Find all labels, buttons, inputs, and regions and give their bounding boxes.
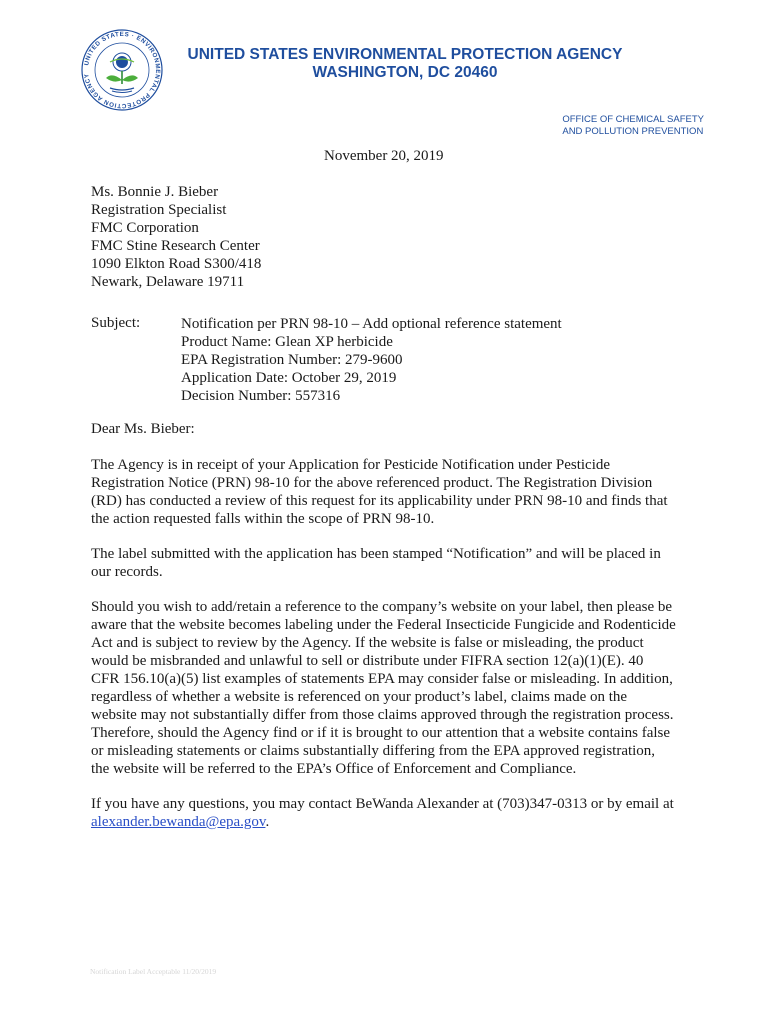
footer-note: Notification Label Acceptable 11/20/2019: [90, 967, 217, 976]
paragraph-label-stamped: [91, 545, 691, 581]
text-line: the website will be referred to the EPA’s Office of Enforcement and Compliance.: [91, 761, 577, 777]
letter-date: November 20, 2019: [324, 148, 444, 164]
epa-seal-logo: [80, 28, 164, 112]
text-line: Act and is subject to review by the Agency. If the website is false or misleading, the product: [91, 635, 644, 651]
subject-line: Application Date: October 29, 2019: [181, 370, 397, 386]
text-line: Registration Notice (PRN) 98-10 for the above referenced product. The Registration Division: [91, 475, 653, 491]
subject-line: Product Name: Glean XP herbicide: [181, 334, 393, 350]
text-line: CFR 156.10(a)(5) list examples of statements EPA may consider false or misleading. In addition,: [91, 671, 673, 687]
text-line: Should you wish to add/retain a reference to the company’s website on your label, then please be: [91, 599, 673, 615]
text-line: (RD) has conducted a review of this request for its applicability under PRN 98-10 and finds that: [91, 493, 668, 509]
text-line: our records.: [91, 564, 163, 580]
address-line: FMC Stine Research Center: [91, 238, 260, 254]
address-line: 1090 Elkton Road S300/418: [91, 256, 262, 272]
address-line: Newark, Delaware 19711: [91, 274, 245, 290]
text-line: would be misbranded and unlawful to sell or distribute under FIFRA section 12(a)(1)(E). 40: [91, 653, 644, 669]
text-line: The Agency is in receipt of your Application for Pesticide Notification under Pesticide: [91, 457, 611, 473]
salutation: Dear Ms. Bieber:: [91, 421, 195, 437]
address-line: Ms. Bonnie J. Bieber: [91, 184, 219, 200]
agency-location: WASHINGTON, DC 20460: [312, 64, 498, 81]
text-line: The label submitted with the application has been stamped “Notification” and will be placed in: [91, 546, 661, 562]
paragraph-contact: [91, 795, 691, 831]
text-line: the action requested falls within the scope of PRN 98-10.: [91, 511, 435, 527]
office-name: [562, 114, 704, 138]
subject-line: Notification per PRN 98-10 – Add optional reference statement: [181, 316, 562, 332]
address-line: Registration Specialist: [91, 202, 227, 218]
agency-name: UNITED STATES ENVIRONMENTAL PROTECTION AGENCY: [187, 46, 623, 63]
paragraph-receipt: [91, 456, 691, 528]
text-line: aware that the website becomes labeling under the Federal Insecticide Fungicide and Rodenticide: [91, 617, 676, 633]
text-line: [91, 813, 691, 831]
text-line: regardless of whether a website is referenced on your product’s label, claims made on the: [91, 689, 628, 705]
text-line: website may not substantially differ from those claims approved through the registration process.: [91, 707, 674, 723]
text-line: or misleading statements or claims substantially differing from the EPA approved registration,: [91, 743, 656, 759]
subject-line: EPA Registration Number: 279-9600: [181, 352, 403, 368]
paragraph-website: [91, 598, 691, 778]
recipient-address: [91, 183, 261, 291]
text-line: If you have any questions, you may contact BeWanda Alexander at (703)347-0313 or by email at: [91, 796, 674, 812]
subject-label: Subject:: [91, 315, 141, 331]
email-link[interactable]: alexander.bewanda@epa.gov: [91, 814, 266, 830]
subject-block: [181, 315, 562, 405]
subject-line: Decision Number: 557316: [181, 388, 341, 404]
svg-text:UNITED STATES · ENVIRONMENTAL: UNITED STATES · ENVIRONMENTAL PROTECTION AGENCY: [83, 30, 162, 110]
text-line: Therefore, should the Agency find or if it is brought to our attention that a website contains false: [91, 725, 671, 741]
office-line-2: AND POLLUTION PREVENTION: [562, 126, 704, 137]
agency-header: [170, 46, 640, 82]
address-line: FMC Corporation: [91, 220, 199, 236]
period: .: [265, 814, 270, 830]
office-line-1: OFFICE OF CHEMICAL SAFETY: [562, 114, 704, 125]
